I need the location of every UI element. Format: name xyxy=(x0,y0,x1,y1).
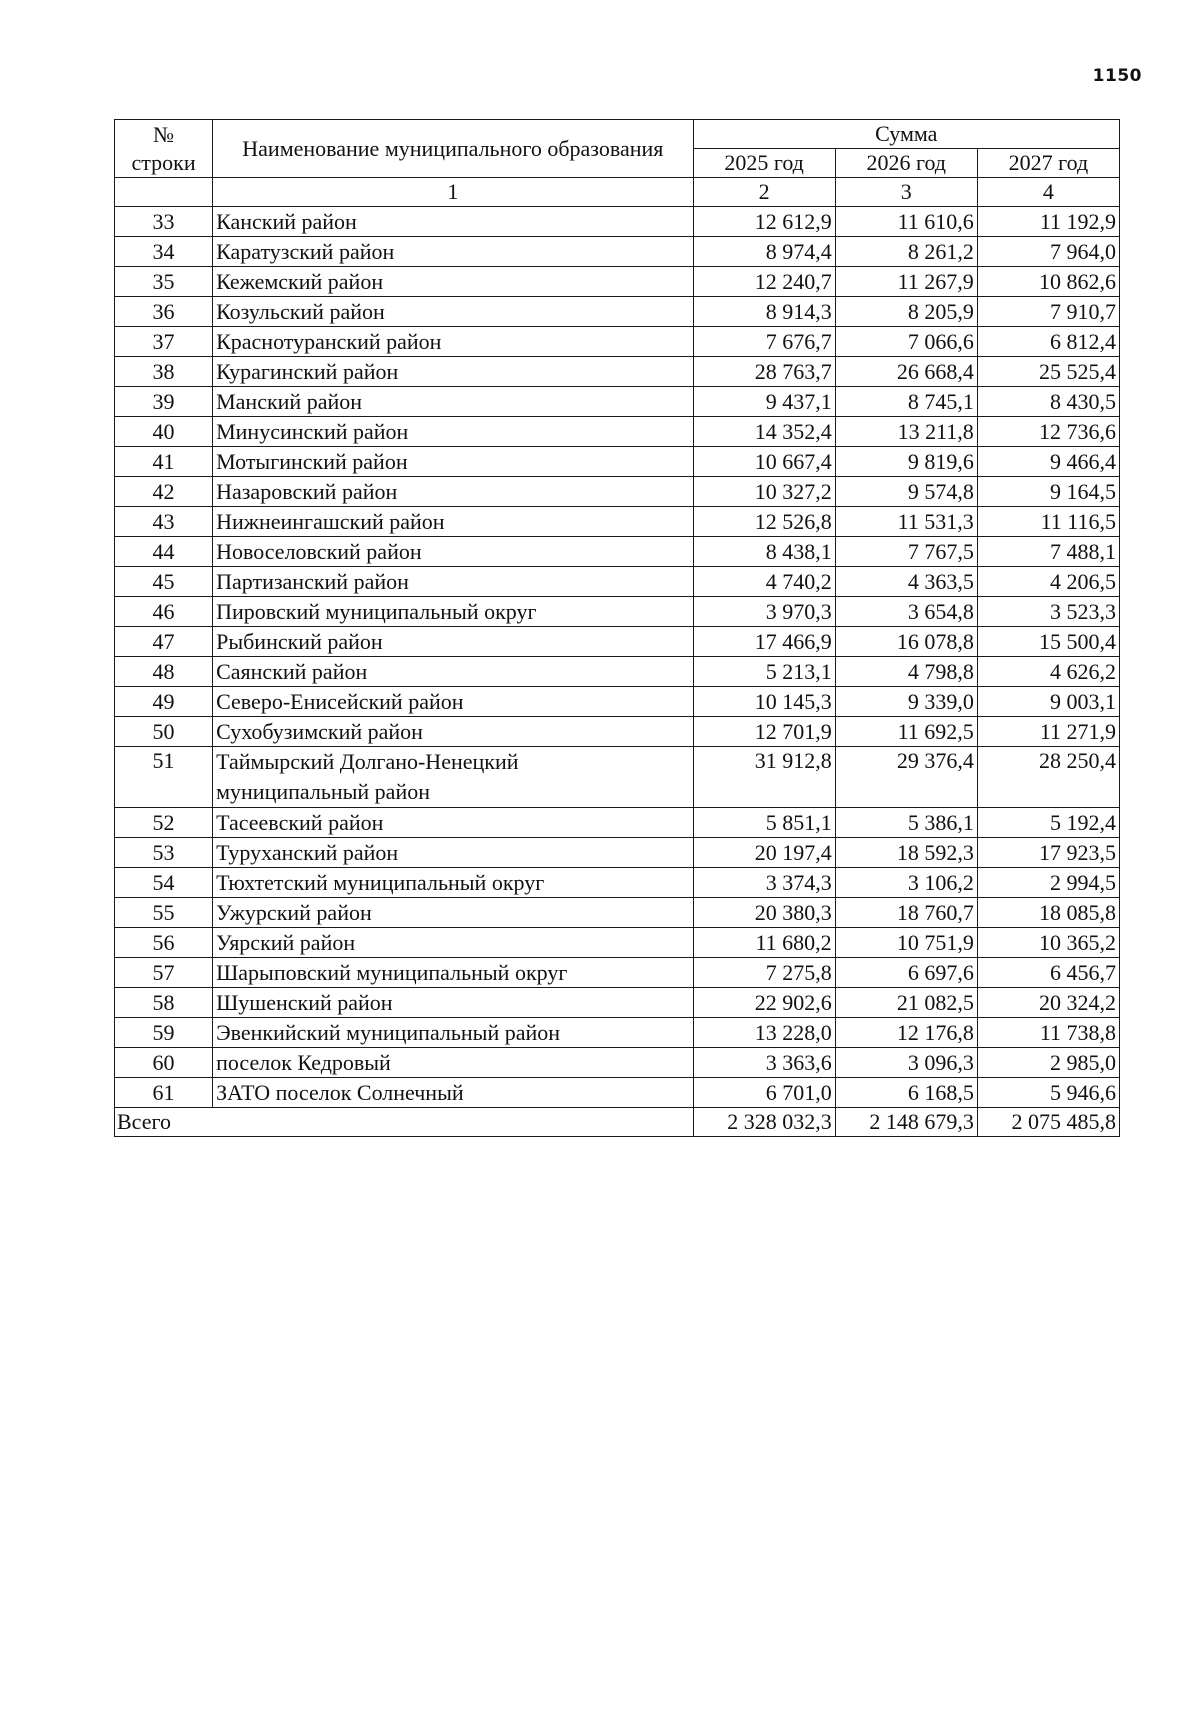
value-2025: 10 145,3 xyxy=(693,687,835,717)
value-2026: 21 082,5 xyxy=(835,988,977,1018)
year-header-2025: 2025 год xyxy=(693,149,835,178)
table-row xyxy=(115,597,1120,627)
row-number: 44 xyxy=(115,537,213,567)
value-2027: 2 994,5 xyxy=(977,868,1119,898)
name-header: Наименование муниципального образования xyxy=(213,120,693,178)
table-row xyxy=(115,567,1120,597)
value-2027: 5 192,4 xyxy=(977,808,1119,838)
sum-header: Сумма xyxy=(693,120,1119,149)
row-number: 48 xyxy=(115,657,213,687)
table-row xyxy=(115,898,1120,928)
row-number: 39 xyxy=(115,387,213,417)
row-number: 58 xyxy=(115,988,213,1018)
value-2025: 7 676,7 xyxy=(693,327,835,357)
year-header-2027: 2027 год xyxy=(977,149,1119,178)
value-2025: 12 612,9 xyxy=(693,207,835,237)
municipality-name: Ужурский район xyxy=(213,898,693,928)
value-2027: 2 985,0 xyxy=(977,1048,1119,1078)
value-2025: 3 363,6 xyxy=(693,1048,835,1078)
table-row xyxy=(115,1048,1120,1078)
row-number: 47 xyxy=(115,627,213,657)
value-2025: 6 701,0 xyxy=(693,1078,835,1108)
row-number: 50 xyxy=(115,717,213,747)
value-2025: 31 912,8 xyxy=(693,747,835,808)
row-number: 54 xyxy=(115,868,213,898)
municipality-name: Кежемский район xyxy=(213,267,693,297)
municipality-name: Партизанский район xyxy=(213,567,693,597)
value-2027: 10 365,2 xyxy=(977,928,1119,958)
table-row xyxy=(115,327,1120,357)
value-2026: 26 668,4 xyxy=(835,357,977,387)
value-2027: 17 923,5 xyxy=(977,838,1119,868)
row-number-header-line1: № xyxy=(153,121,175,147)
value-2026: 10 751,9 xyxy=(835,928,977,958)
municipality-name: поселок Кедровый xyxy=(213,1048,693,1078)
row-number-header-line2: строки xyxy=(131,149,196,175)
municipality-name: Назаровский район xyxy=(213,477,693,507)
table-row xyxy=(115,537,1120,567)
municipality-name: Тасеевский район xyxy=(213,808,693,838)
row-number: 61 xyxy=(115,1078,213,1108)
row-number: 56 xyxy=(115,928,213,958)
row-number: 59 xyxy=(115,1018,213,1048)
value-2027: 18 085,8 xyxy=(977,898,1119,928)
value-2027: 5 946,6 xyxy=(977,1078,1119,1108)
row-number: 46 xyxy=(115,597,213,627)
value-2026: 9 574,8 xyxy=(835,477,977,507)
total-row xyxy=(115,1108,1120,1137)
column-number-empty xyxy=(115,178,213,207)
row-number: 57 xyxy=(115,958,213,988)
row-number: 42 xyxy=(115,477,213,507)
value-2026: 3 096,3 xyxy=(835,1048,977,1078)
row-number: 60 xyxy=(115,1048,213,1078)
row-number-header xyxy=(115,120,213,178)
value-2025: 17 466,9 xyxy=(693,627,835,657)
value-2025: 10 327,2 xyxy=(693,477,835,507)
table-row xyxy=(115,838,1120,868)
value-2025: 11 680,2 xyxy=(693,928,835,958)
municipality-name: Краснотуранский район xyxy=(213,327,693,357)
municipality-name: Сухобузимский район xyxy=(213,717,693,747)
row-number: 40 xyxy=(115,417,213,447)
value-2027: 8 430,5 xyxy=(977,387,1119,417)
table-row xyxy=(115,357,1120,387)
table-row xyxy=(115,207,1120,237)
municipality-name: Шарыповский муниципальный округ xyxy=(213,958,693,988)
row-number: 34 xyxy=(115,237,213,267)
value-2026: 7 767,5 xyxy=(835,537,977,567)
value-2025: 10 667,4 xyxy=(693,447,835,477)
value-2025: 20 380,3 xyxy=(693,898,835,928)
header-row-top xyxy=(115,120,1120,149)
value-2026: 11 610,6 xyxy=(835,207,977,237)
total-value-2025: 2 328 032,3 xyxy=(693,1108,835,1137)
table-row xyxy=(115,717,1120,747)
value-2025: 12 526,8 xyxy=(693,507,835,537)
value-2026: 5 386,1 xyxy=(835,808,977,838)
value-2025: 8 438,1 xyxy=(693,537,835,567)
row-number: 38 xyxy=(115,357,213,387)
value-2025: 9 437,1 xyxy=(693,387,835,417)
value-2026: 8 205,9 xyxy=(835,297,977,327)
municipality-name-line2: муниципальный район xyxy=(216,779,430,804)
row-number: 37 xyxy=(115,327,213,357)
value-2026: 6 168,5 xyxy=(835,1078,977,1108)
table-footer xyxy=(115,1108,1120,1137)
value-2026: 9 339,0 xyxy=(835,687,977,717)
value-2025: 20 197,4 xyxy=(693,838,835,868)
table-row xyxy=(115,1078,1120,1108)
value-2025: 12 701,9 xyxy=(693,717,835,747)
table-row xyxy=(115,747,1120,808)
municipality-name: Эвенкийский муниципальный район xyxy=(213,1018,693,1048)
table-row xyxy=(115,477,1120,507)
row-number: 43 xyxy=(115,507,213,537)
value-2025: 12 240,7 xyxy=(693,267,835,297)
municipality-name: Рыбинский район xyxy=(213,627,693,657)
value-2027: 11 738,8 xyxy=(977,1018,1119,1048)
value-2027: 4 206,5 xyxy=(977,567,1119,597)
budget-table xyxy=(114,119,1120,1137)
value-2027: 11 192,9 xyxy=(977,207,1119,237)
value-2027: 20 324,2 xyxy=(977,988,1119,1018)
municipality-name: Мотыгинский район xyxy=(213,447,693,477)
table-header xyxy=(115,120,1120,207)
value-2025: 5 213,1 xyxy=(693,657,835,687)
table-row xyxy=(115,808,1120,838)
municipality-name xyxy=(213,747,693,808)
table-row xyxy=(115,988,1120,1018)
value-2027: 10 862,6 xyxy=(977,267,1119,297)
table-row xyxy=(115,627,1120,657)
value-2026: 6 697,6 xyxy=(835,958,977,988)
value-2026: 11 692,5 xyxy=(835,717,977,747)
table-row xyxy=(115,958,1120,988)
value-2027: 4 626,2 xyxy=(977,657,1119,687)
table-row xyxy=(115,417,1120,447)
column-number-4: 4 xyxy=(977,178,1119,207)
row-number: 52 xyxy=(115,808,213,838)
column-number-1: 1 xyxy=(213,178,693,207)
table-row xyxy=(115,387,1120,417)
value-2027: 6 812,4 xyxy=(977,327,1119,357)
value-2027: 9 164,5 xyxy=(977,477,1119,507)
value-2026: 8 261,2 xyxy=(835,237,977,267)
column-numbers-row xyxy=(115,178,1120,207)
municipality-name: Каратузский район xyxy=(213,237,693,267)
value-2025: 22 902,6 xyxy=(693,988,835,1018)
row-number: 45 xyxy=(115,567,213,597)
value-2025: 28 763,7 xyxy=(693,357,835,387)
row-number: 41 xyxy=(115,447,213,477)
table-row xyxy=(115,1018,1120,1048)
value-2025: 14 352,4 xyxy=(693,417,835,447)
value-2025: 13 228,0 xyxy=(693,1018,835,1048)
column-number-3: 3 xyxy=(835,178,977,207)
value-2026: 29 376,4 xyxy=(835,747,977,808)
municipality-name: Курагинский район xyxy=(213,357,693,387)
row-number: 55 xyxy=(115,898,213,928)
value-2026: 18 592,3 xyxy=(835,838,977,868)
table-row xyxy=(115,687,1120,717)
value-2026: 18 760,7 xyxy=(835,898,977,928)
value-2026: 8 745,1 xyxy=(835,387,977,417)
value-2027: 15 500,4 xyxy=(977,627,1119,657)
value-2026: 16 078,8 xyxy=(835,627,977,657)
value-2027: 25 525,4 xyxy=(977,357,1119,387)
table-row xyxy=(115,237,1120,267)
value-2026: 7 066,6 xyxy=(835,327,977,357)
value-2025: 5 851,1 xyxy=(693,808,835,838)
value-2025: 3 970,3 xyxy=(693,597,835,627)
total-value-2027: 2 075 485,8 xyxy=(977,1108,1119,1137)
value-2027: 6 456,7 xyxy=(977,958,1119,988)
value-2027: 7 488,1 xyxy=(977,537,1119,567)
row-number: 49 xyxy=(115,687,213,717)
municipality-name: Козульский район xyxy=(213,297,693,327)
value-2026: 9 819,6 xyxy=(835,447,977,477)
value-2025: 4 740,2 xyxy=(693,567,835,597)
value-2025: 8 974,4 xyxy=(693,237,835,267)
municipality-name: Уярский район xyxy=(213,928,693,958)
municipality-name: Канский район xyxy=(213,207,693,237)
table-row xyxy=(115,507,1120,537)
municipality-name: Туруханский район xyxy=(213,838,693,868)
table-row xyxy=(115,267,1120,297)
total-label: Всего xyxy=(115,1108,213,1137)
value-2027: 9 466,4 xyxy=(977,447,1119,477)
value-2027: 9 003,1 xyxy=(977,687,1119,717)
value-2027: 7 910,7 xyxy=(977,297,1119,327)
table-body xyxy=(115,207,1120,1108)
value-2026: 11 531,3 xyxy=(835,507,977,537)
municipality-name: Северо-Енисейский район xyxy=(213,687,693,717)
value-2027: 11 116,5 xyxy=(977,507,1119,537)
value-2026: 4 363,5 xyxy=(835,567,977,597)
value-2026: 3 654,8 xyxy=(835,597,977,627)
row-number: 51 xyxy=(115,747,213,808)
value-2026: 13 211,8 xyxy=(835,417,977,447)
municipality-name: Нижнеингашский район xyxy=(213,507,693,537)
municipality-name: Шушенский район xyxy=(213,988,693,1018)
municipality-name: Минусинский район xyxy=(213,417,693,447)
table-row xyxy=(115,657,1120,687)
value-2025: 3 374,3 xyxy=(693,868,835,898)
table-row xyxy=(115,447,1120,477)
total-gap xyxy=(213,1108,693,1137)
municipality-name: Тюхтетский муниципальный округ xyxy=(213,868,693,898)
value-2026: 4 798,8 xyxy=(835,657,977,687)
municipality-name: ЗАТО поселок Солнечный xyxy=(213,1078,693,1108)
municipality-name: Манский район xyxy=(213,387,693,417)
municipality-name: Новоселовский район xyxy=(213,537,693,567)
table-row xyxy=(115,868,1120,898)
row-number: 36 xyxy=(115,297,213,327)
municipality-name-line1: Таймырский Долгано-Ненецкий xyxy=(216,749,519,774)
total-value-2026: 2 148 679,3 xyxy=(835,1108,977,1137)
row-number: 35 xyxy=(115,267,213,297)
value-2025: 7 275,8 xyxy=(693,958,835,988)
value-2026: 3 106,2 xyxy=(835,868,977,898)
value-2027: 12 736,6 xyxy=(977,417,1119,447)
row-number: 53 xyxy=(115,838,213,868)
municipality-name: Саянский район xyxy=(213,657,693,687)
value-2025: 8 914,3 xyxy=(693,297,835,327)
year-header-2026: 2026 год xyxy=(835,149,977,178)
value-2027: 28 250,4 xyxy=(977,747,1119,808)
row-number: 33 xyxy=(115,207,213,237)
value-2027: 7 964,0 xyxy=(977,237,1119,267)
table-row xyxy=(115,297,1120,327)
table-row xyxy=(115,928,1120,958)
page-number: 1150 xyxy=(1092,66,1142,86)
value-2026: 12 176,8 xyxy=(835,1018,977,1048)
municipality-name: Пировский муниципальный округ xyxy=(213,597,693,627)
value-2026: 11 267,9 xyxy=(835,267,977,297)
value-2027: 11 271,9 xyxy=(977,717,1119,747)
value-2027: 3 523,3 xyxy=(977,597,1119,627)
column-number-2: 2 xyxy=(693,178,835,207)
